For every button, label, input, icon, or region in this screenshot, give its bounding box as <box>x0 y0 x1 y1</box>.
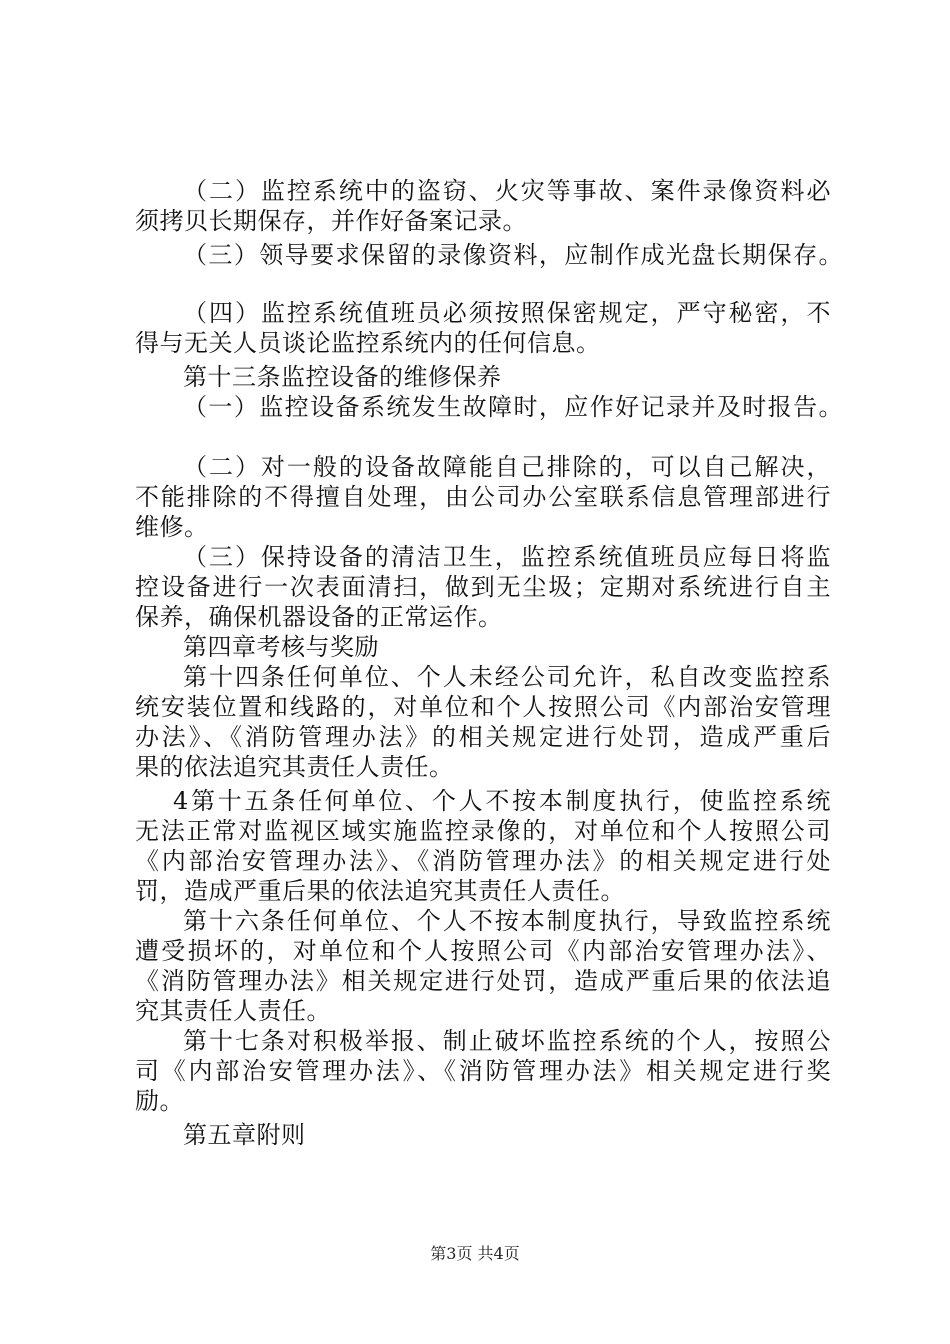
page-number: 第3页 共4页 <box>430 1244 520 1263</box>
chapter-heading: 第五章附则 <box>183 1121 306 1149</box>
text-line: 励。 <box>135 1087 184 1115</box>
text-line: 遭受损坏的，对单位和个人按照公司《内部治安管理办法》、 <box>135 937 831 965</box>
text-line: 第十四条任何单位、个人未经公司允许，私自改变监控系 <box>183 663 831 691</box>
text-line: （三）领导要求保留的录像资料，应制作成光盘长期保存。 <box>183 241 843 269</box>
text-line: 司《内部治安管理办法》、《消防管理办法》相关规定进行奖 <box>135 1057 831 1085</box>
text-line: 罚，造成严重后果的依法追究其责任人责任。 <box>135 877 625 905</box>
text-line: 《消防管理办法》相关规定进行处罚，造成严重后果的依法追 <box>135 967 831 995</box>
chapter-heading: 第四章考核与奖励 <box>183 633 379 661</box>
text-line: 第十六条任何单位、个人不按本制度执行，导致监控系统 <box>183 907 831 935</box>
text-line: 控设备进行一次表面清扫，做到无尘圾；定期对系统进行自主 <box>135 573 831 601</box>
text-line: （二）对一般的设备故障能自己排除的，可以自己解决， <box>183 453 831 481</box>
text-line: 究其责任人责任。 <box>135 997 331 1025</box>
text-line: 果的依法追究其责任人责任。 <box>135 753 454 781</box>
text-line: 不能排除的不得擅自处理，由公司办公室联系信息管理部进行 <box>135 483 831 511</box>
text-line: 保养，确保机器设备的正常运作。 <box>135 603 503 631</box>
text-line: 须拷贝长期保存，并作好备案记录。 <box>135 207 527 235</box>
text-line: 统安装位置和线路的，对单位和个人按照公司《内部治安管理 <box>135 693 831 721</box>
text-line: （三）保持设备的清洁卫生，监控系统值班员应每日将监 <box>183 543 831 571</box>
text-line: 4第十五条任何单位、个人不按本制度执行，使监控系统 <box>173 787 831 815</box>
text-line: 无法正常对监视区域实施监控录像的，对单位和个人按照公司 <box>135 817 831 845</box>
text-line: 维修。 <box>135 513 209 541</box>
text-line: 第十七条对积极举报、制止破坏监控系统的个人，按照公 <box>183 1027 831 1055</box>
text-line: （四）监控系统值班员必须按照保密规定，严守秘密，不 <box>183 299 831 327</box>
text-line: 得与无关人员谈论监控系统内的任何信息。 <box>135 329 601 357</box>
text-line: （一）监控设备系统发生故障时，应作好记录并及时报告。 <box>183 393 843 421</box>
section-heading: 第十三条监控设备的维修保养 <box>183 363 502 391</box>
text-line: 办法》、《消防管理办法》的相关规定进行处罚，造成严重后 <box>135 723 831 751</box>
text-line: （二）监控系统中的盗窃、火灾等事故、案件录像资料必 <box>183 177 831 205</box>
text-line: 《内部治安管理办法》、《消防管理办法》的相关规定进行处 <box>135 847 831 875</box>
